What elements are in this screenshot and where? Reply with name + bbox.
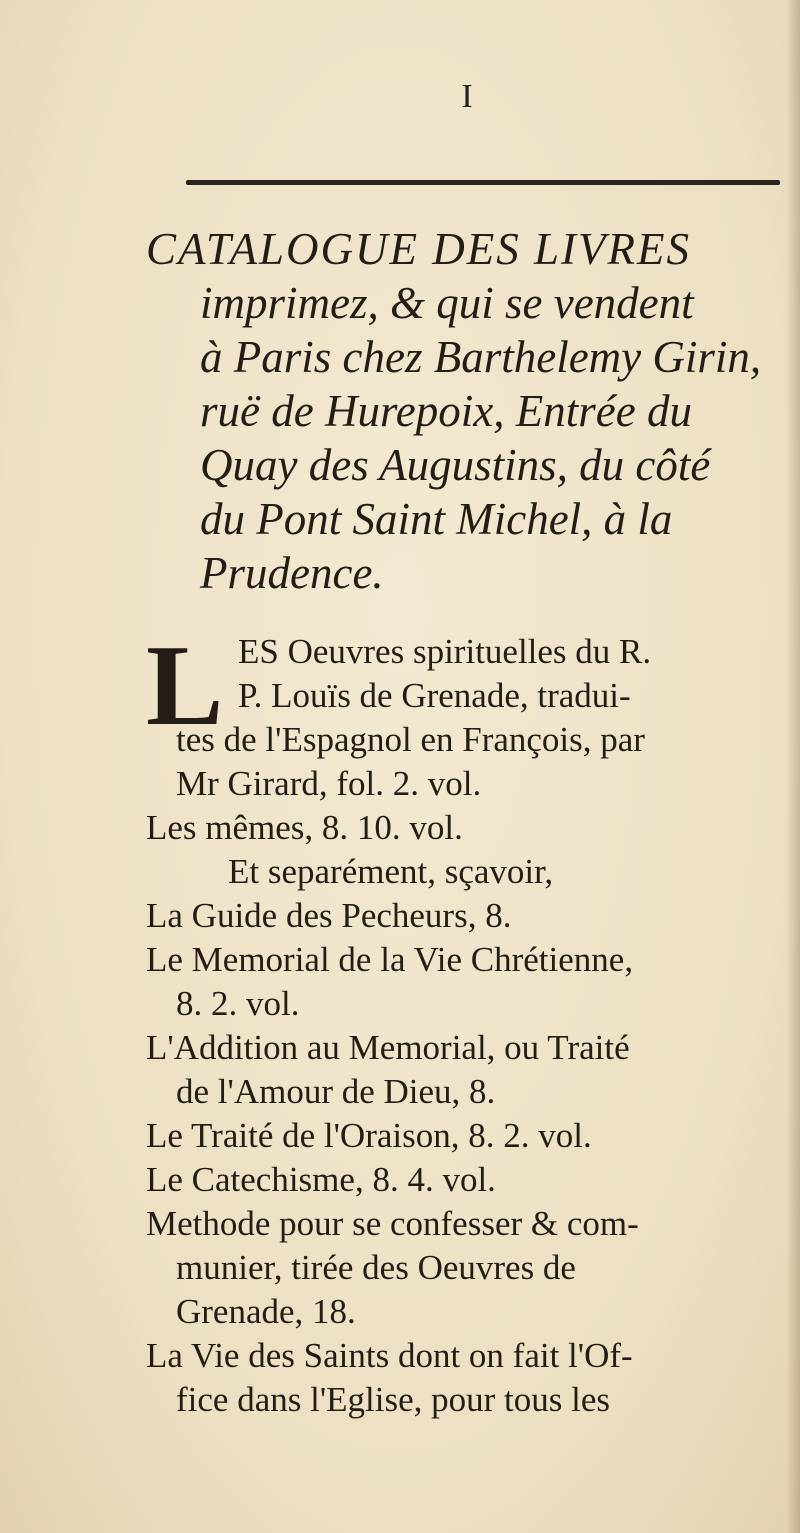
entry-line: Mr Girard, fol. 2. vol. <box>176 764 482 803</box>
entry-line: Le Catechisme, 8. 4. vol. <box>146 1160 496 1199</box>
heading-line: du Pont Saint Michel, à la <box>200 494 673 544</box>
page-number: I <box>461 78 473 115</box>
catalogue-entries <box>146 622 786 1422</box>
catalogue-heading <box>146 222 776 600</box>
heading-line: à Paris chez Barthelemy Girin, <box>200 332 762 382</box>
heading-line: imprimez, & qui se vendent <box>200 278 694 328</box>
entry-line: fice dans l'Eglise, pour tous les <box>176 1380 610 1419</box>
entry-line: de l'Amour de Dieu, 8. <box>176 1072 496 1111</box>
entry-line: La Guide des Pecheurs, 8. <box>146 896 512 935</box>
entry-line: Et separément, sçavoir, <box>228 852 554 891</box>
drop-cap: L <box>146 622 224 750</box>
entry-line: P. Louïs de Grenade, tradui- <box>238 676 631 715</box>
entry-line: Le Memorial de la Vie Chrétienne, <box>146 940 634 979</box>
entry-line: 8. 2. vol. <box>176 984 300 1023</box>
header-rule <box>186 180 780 185</box>
entry-line: Les mêmes, 8. 10. vol. <box>146 808 463 847</box>
entry-line: munier, tirée des Oeuvres de <box>176 1248 576 1287</box>
entry-line: ES Oeuvres spirituelles du R. <box>238 632 652 671</box>
heading-line: Quay des Augustins, du côté <box>200 440 711 490</box>
entry-line: Methode pour se confesser & com- <box>146 1204 639 1243</box>
heading-line: ruë de Hurepoix, Entrée du <box>200 386 692 436</box>
entry-line: tes de l'Espagnol en François, par <box>176 720 645 759</box>
page-edge-shadow <box>786 0 800 1533</box>
entry-line: Le Traité de l'Oraison, 8. 2. vol. <box>146 1116 592 1155</box>
heading-line: CATALOGUE DES LIVRES <box>146 224 691 274</box>
entry-line: Grenade, 18. <box>176 1292 356 1331</box>
entry-line: La Vie des Saints dont on fait l'Of- <box>146 1336 633 1375</box>
heading-line: Prudence. <box>200 548 384 598</box>
entry-line: L'Addition au Memorial, ou Traité <box>146 1028 630 1067</box>
